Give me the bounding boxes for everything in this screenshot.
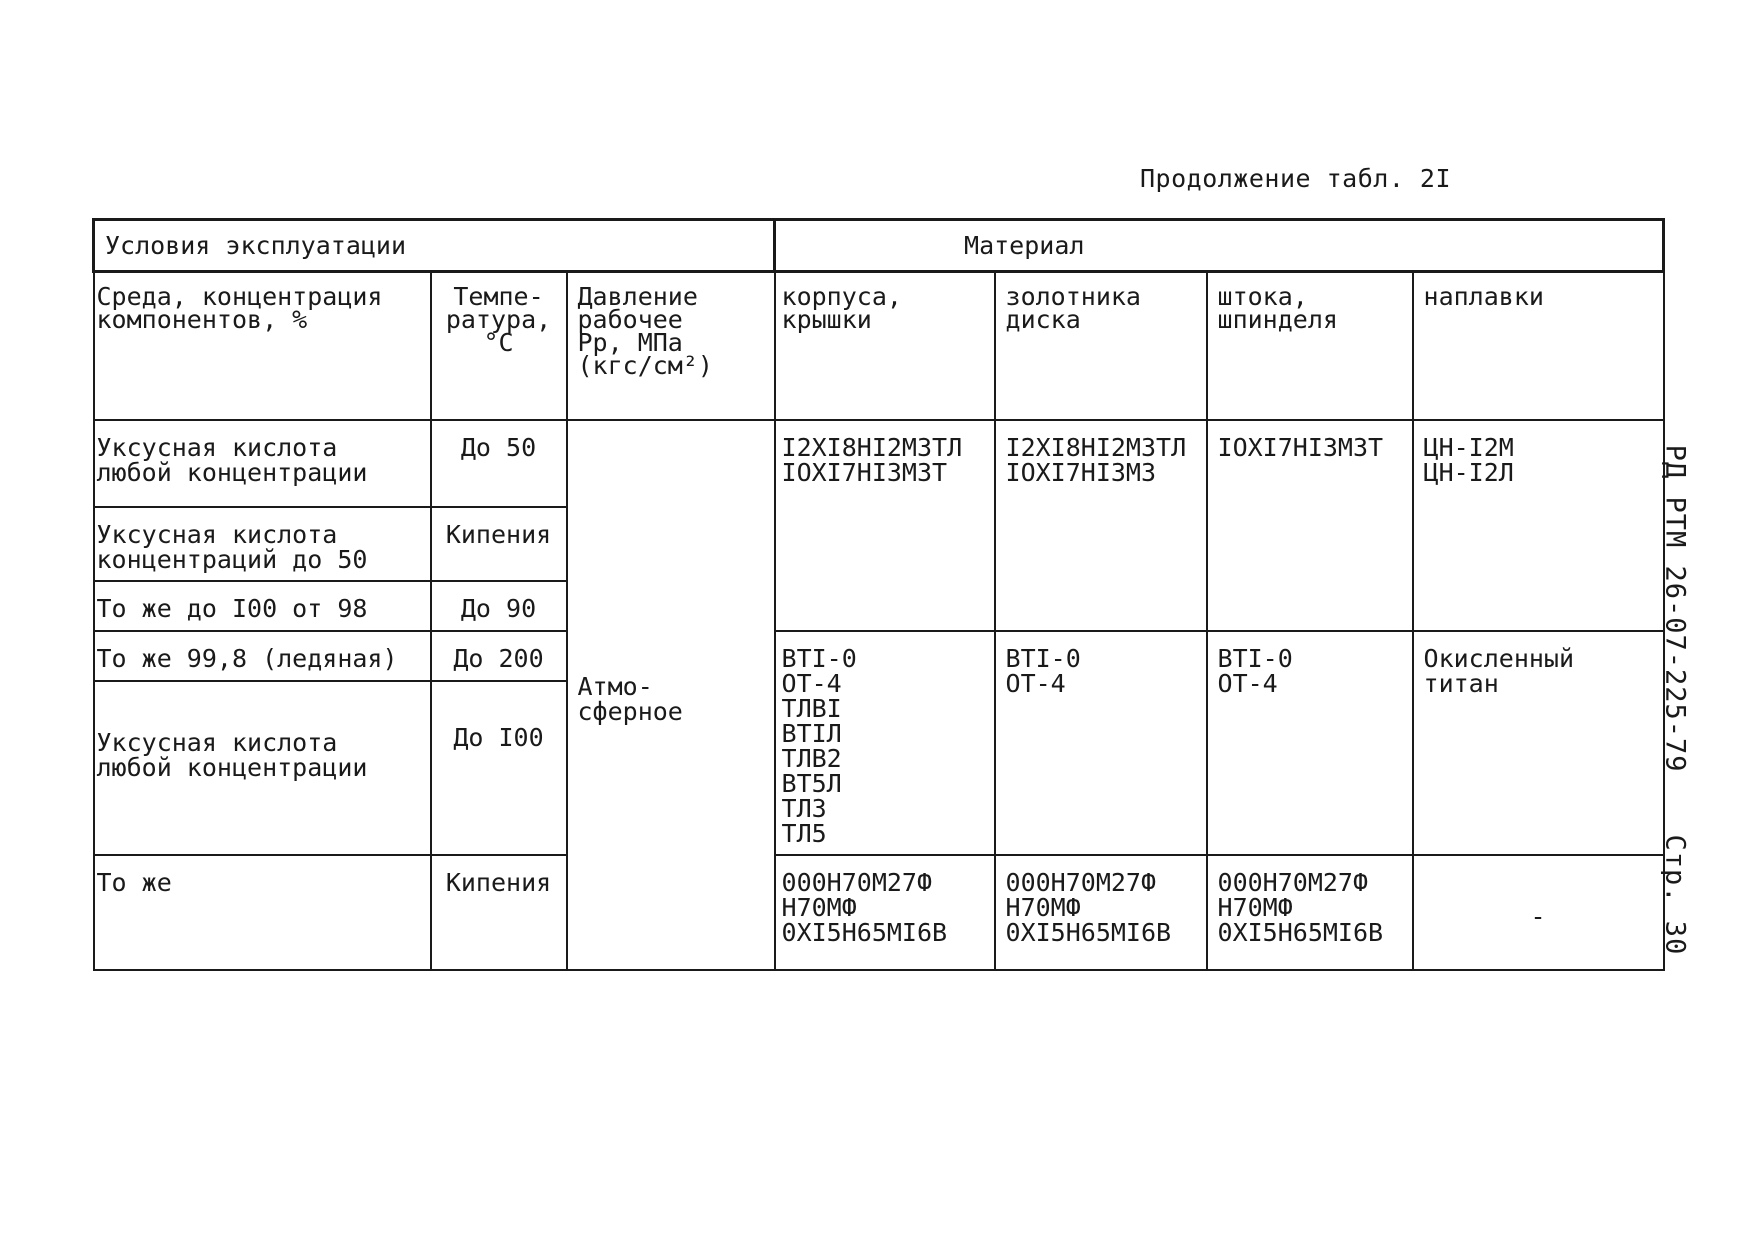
medium-cell: Уксусная кислота концентраций до 50 <box>94 507 431 581</box>
header-pressure: Давление рабочее Pp, МПа (кгс/см²) <box>567 272 775 421</box>
temperature-cell: Кипения <box>431 855 567 970</box>
pressure-cell: Атмо- сферное <box>567 420 775 970</box>
material-body-cell: I2XI8HI2M3TЛ IOXI7HI3M3T <box>775 420 995 631</box>
medium-cell: Уксусная кислота любой концентрации <box>94 420 431 507</box>
side-label <box>1659 444 1691 956</box>
medium-cell: То же до I00 от 98 <box>94 581 431 631</box>
header-medium: Среда, концентрация компонентов, % <box>94 272 431 421</box>
table-row <box>94 631 1664 681</box>
group-material: Материал <box>775 220 1664 272</box>
material-weld-cell: - <box>1413 855 1664 970</box>
column-header-row <box>94 272 1664 421</box>
temperature-cell: До I00 <box>431 681 567 855</box>
material-weld-cell: ЦН-I2M ЦН-I2Л <box>1413 420 1664 631</box>
temperature-cell: Кипения <box>431 507 567 581</box>
header-body: корпуса, крышки <box>775 272 995 421</box>
temperature-cell: До 200 <box>431 631 567 681</box>
table-row <box>94 420 1664 507</box>
material-spool-cell: BTI-0 OT-4 <box>995 631 1207 855</box>
medium-cell: То же <box>94 855 431 970</box>
medium-cell: Уксусная кислота любой концентрации <box>94 681 431 855</box>
material-body-cell: BTI-0 OT-4 TЛBI BTIЛ TЛB2 BT5Л TЛ3 TЛ5 <box>775 631 995 855</box>
medium-cell: То же 99,8 (ледяная) <box>94 631 431 681</box>
page-number: Стр. 30 <box>1659 834 1691 956</box>
materials-table <box>92 218 1665 971</box>
header-stem: штока, шпинделя <box>1207 272 1413 421</box>
material-stem-cell: BTI-0 OT-4 <box>1207 631 1413 855</box>
document-code: РД РТМ 26-07-225-79 <box>1659 444 1691 773</box>
material-stem-cell: 000H70M27Ф H70MФ 0XI5H65MI6B <box>1207 855 1413 970</box>
header-weld: наплавки <box>1413 272 1664 421</box>
temperature-cell: До 90 <box>431 581 567 631</box>
temperature-cell: До 50 <box>431 420 567 507</box>
header-spool: золотника диска <box>995 272 1207 421</box>
header-temperature: Темпе- ратура, °C <box>431 272 567 421</box>
material-body-cell: 000H70M27Ф H70MФ 0XI5H65MI6B <box>775 855 995 970</box>
table-caption: Продолжение табл. 2I <box>1140 164 1452 193</box>
material-spool-cell: I2XI8HI2M3TЛ IOXI7HI3M3 <box>995 420 1207 631</box>
material-stem-cell: IOXI7HI3M3T <box>1207 420 1413 631</box>
material-spool-cell: 000H70M27Ф H70MФ 0XI5H65MI6B <box>995 855 1207 970</box>
material-weld-cell: Окисленный титан <box>1413 631 1664 855</box>
group-header-row <box>94 220 1664 272</box>
table-row <box>94 855 1664 970</box>
group-operating-conditions: Условия эксплуатации <box>94 220 775 272</box>
